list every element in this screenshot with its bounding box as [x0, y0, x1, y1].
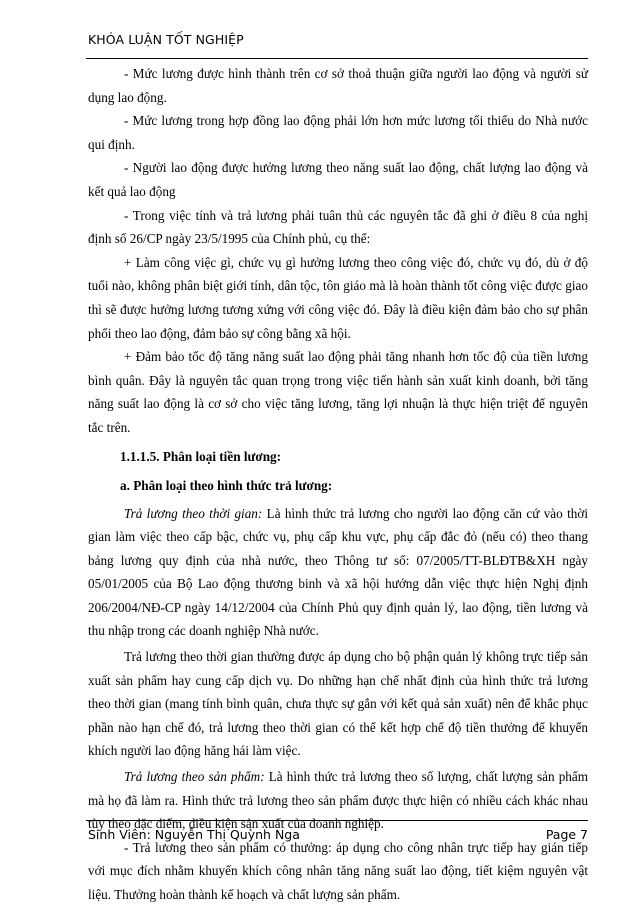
document-body — [88, 62, 588, 907]
page-number: Page 7 — [545, 827, 588, 842]
page-footer — [88, 827, 588, 842]
term-lead: Trả lương theo thời gian: — [124, 505, 263, 521]
paragraph — [88, 502, 588, 644]
header-divider — [86, 58, 588, 59]
paragraph: Trả lương theo thời gian thường được áp dụng cho bộ phận quản lý không trực tiếp sản xuất sản phẩm hay cung cấp dịch vụ. Do những hạn chế nhất định của hình thức trả lương theo thời gian (mang tính bình quân, chưa thực sự gắn với kết quả sản xuất) nên để khắc phục phần nào hạn chế đó, trả lương theo thời gian có thể kết hợp chế độ tiền thưởng để khuyến khích người lao động hăng hái làm việc. — [88, 649, 588, 759]
paragraph: + Làm công việc gì, chức vụ gì hưởng lương theo công việc đó, chức vụ đó, dù ở độ tuổi nào, không phân biệt giới tính, dân tộc, tôn giáo mà là hoàn thành tốt công việc được giao thì sẽ được hưởng lương tương xứng với công việc đó. Đây là điều kiện đảm bảo cho sự phân phối theo lao động, đảm bảo sự công bằng xã hội. — [88, 254, 588, 341]
paragraph: - Trả lương theo sản phẩm có thưởng: áp dụng cho công nhân trực tiếp hay gián tiếp với mục đích nhằm khuyến khích công nhân tăng năng suất lao động, tiết kiệm nguyên vật liệu. Thưởng hoàn thành kế hoạch và chất lượng sản phẩm. — [88, 839, 588, 902]
paragraph: - Trong việc tính và trả lương phải tuân thủ các nguyên tắc đã ghi ở điều 8 của nghị định số 26/CP ngày 23/5/1995 của Chính phủ, cụ thể: — [88, 207, 588, 247]
term-lead: Trả lương theo sản phẩm: — [124, 769, 265, 785]
footer-student: Sinh Viên: Nguyễn Thị Quỳnh Nga — [88, 827, 300, 842]
section-heading: 1.1.1.5. Phân loại tiền lương: — [120, 448, 282, 464]
paragraph: - Người lao động được hưởng lương theo năng suất lao động, chất lượng lao động và kết quả lao động — [88, 160, 588, 199]
paragraph-text: Là hình thức trả lương theo số lượng, chất lượng sản phẩm mà họ đã làm ra. Hình thức trả lương theo sản phẩm được thực hiện có nhiều cách khác nhau tùy theo đặc điểm, điều kiện sản xuất của doanh nghiệp. — [88, 769, 588, 832]
paragraph — [88, 765, 588, 836]
paragraph: - Mức lương được hình thành trên cơ sở thoả thuận giữa người lao động và người sử dụng lao động. — [88, 66, 588, 105]
paragraph: - Mức lương trong hợp đồng lao động phải lớn hơn mức lương tối thiểu do Nhà nước qui định. — [88, 113, 588, 152]
footer-divider — [86, 820, 588, 821]
paragraph-text: Là hình thức trả lương cho người lao động căn cứ vào thời gian làm việc theo cấp bậc, chức vụ, phụ cấp khu vực, phụ cấp đắc đỏ (nếu có) theo thang bảng lương quy định của nhà nước, theo Thông tư số: 07/2005/TT-BLĐTB&XH ngày 05/01/2005 của Bộ Lao động thương binh và xã hội hướng dẫn việc thực hiện Nghị định 206/2004/NĐ-CP ngày 14/12/2004 của Chính Phủ quy định quản lý, lao động, tiền lương và thu nhập trong các doanh nghiệp Nhà nước. — [88, 505, 588, 639]
page-header: KHÓA LUẬN TỐT NGHIỆP — [88, 32, 244, 47]
subsection-heading: a. Phân loại theo hình thức trả lương: — [120, 477, 333, 493]
paragraph: + Đảm bảo tốc độ tăng năng suất lao động phải tăng nhanh hơn tốc độ của tiền lương bình quân. Đây là nguyên tắc quan trọng trong việc tiến hành sản xuất kinh doanh, bởi tăng năng suất lao động là cơ sở cho việc tăng lương, tăng lợi nhuận là thực hiện triệt để nguyên tắc trên. — [88, 349, 588, 435]
